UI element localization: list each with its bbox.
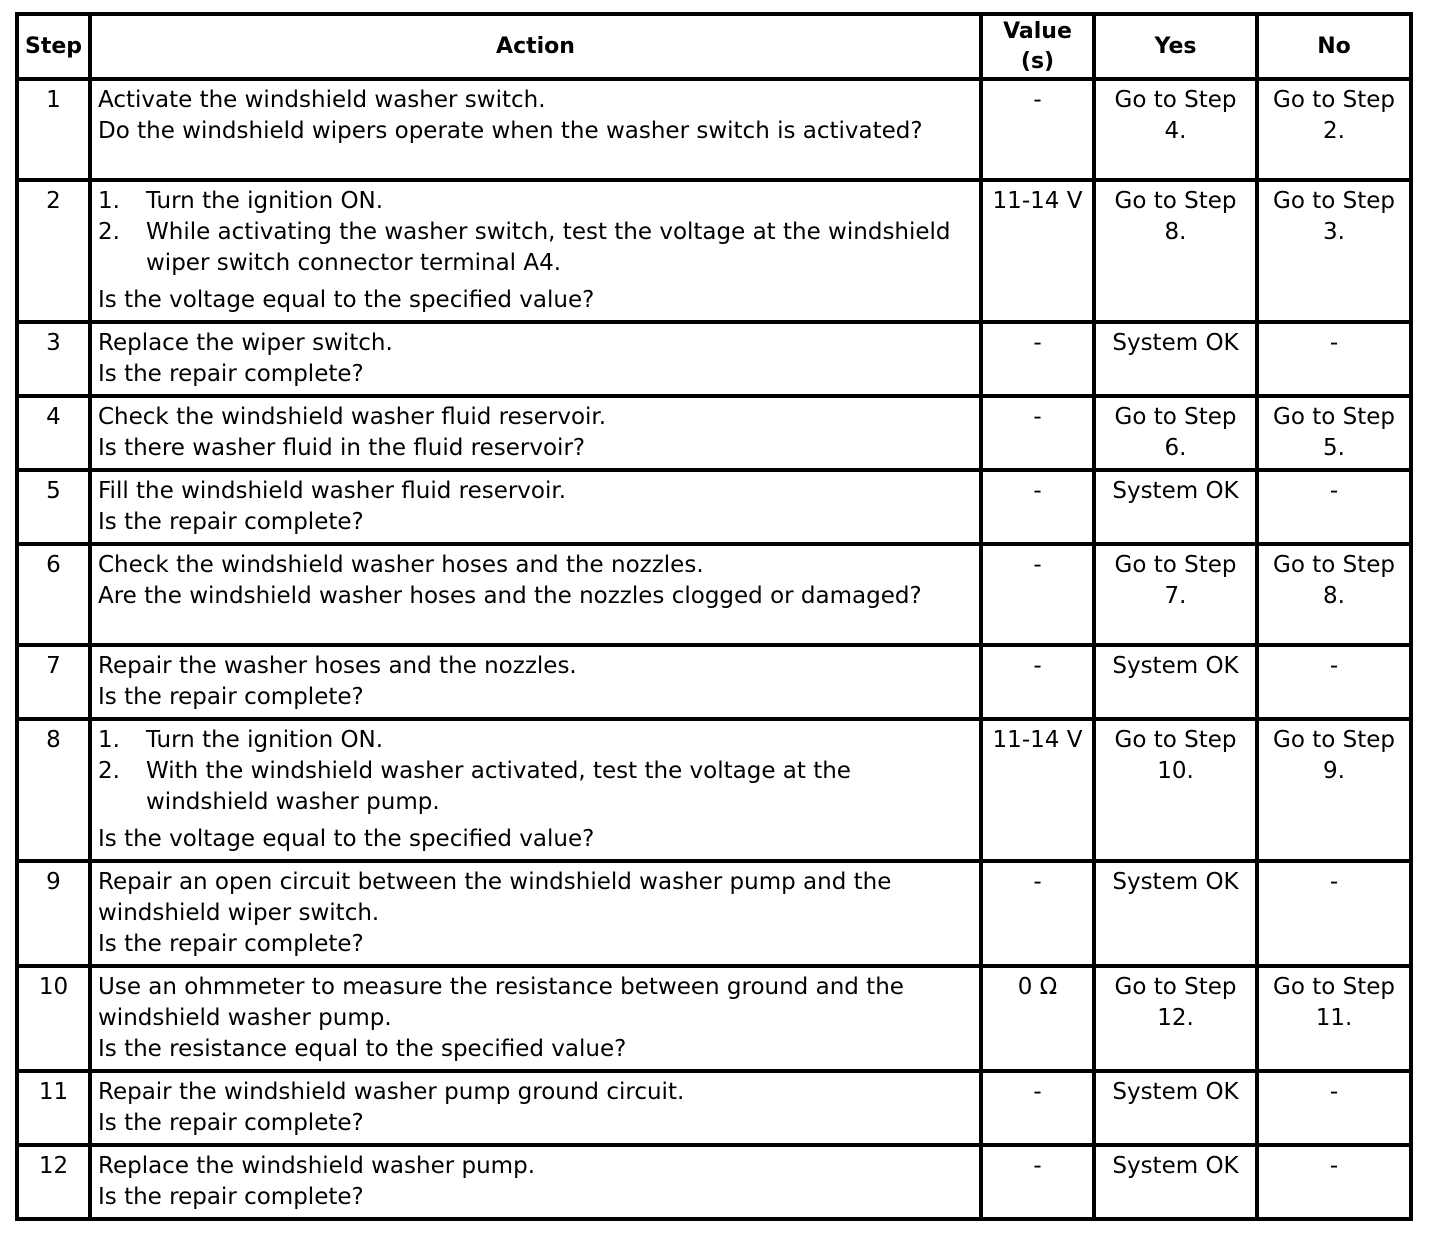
action-line: Is the repair complete? [98,684,364,710]
action-question: Is the voltage equal to the specified value? [98,287,595,313]
no-cell: Go to Step 3. [1257,180,1411,322]
step-number-cell: 5 [17,470,90,544]
step-number-cell: 8 [17,719,90,861]
header-value: Value (s) [981,14,1094,79]
action-question: Is the voltage equal to the specified value? [98,826,595,852]
no-cell: Go to Step 2. [1257,79,1411,180]
step-number-cell: 2 [17,180,90,322]
yes-cell: System OK [1094,322,1257,396]
yes-cell: System OK [1094,1145,1257,1219]
value-cell: - [981,1145,1094,1219]
action-cell [90,544,981,645]
action-line: Is the repair complete? [98,1110,364,1136]
action-cell [90,861,981,966]
table-row [17,645,1411,719]
no-cell: - [1257,861,1411,966]
table-row [17,79,1411,180]
header-step: Step [17,14,90,79]
action-cell [90,396,981,470]
table-row [17,966,1411,1071]
value-cell: 11-14 V [981,180,1094,322]
action-line: Is the repair complete? [98,361,364,387]
no-cell: - [1257,470,1411,544]
no-cell: Go to Step 9. [1257,719,1411,861]
action-cell [90,322,981,396]
table-row [17,396,1411,470]
header-row [17,14,1411,79]
header-yes: Yes [1094,14,1257,79]
step-number-cell: 11 [17,1071,90,1145]
table-row [17,1145,1411,1219]
action-line: Use an ohmmeter to measure the resistance between ground and the windshield washer pump. [98,974,912,1031]
value-cell: - [981,322,1094,396]
action-line: Replace the wiper switch. [98,330,393,356]
action-line: Is the repair complete? [98,931,364,957]
action-line: Is there washer fluid in the fluid reservoir? [98,435,586,461]
substep-text: Turn the ignition ON. [146,188,384,214]
no-cell: - [1257,645,1411,719]
diagnostic-table [15,12,1413,1221]
action-cell [90,180,981,322]
action-cell [90,645,981,719]
action-substep [98,186,973,217]
value-cell: - [981,1071,1094,1145]
table-row [17,470,1411,544]
yes-cell: Go to Step 12. [1094,966,1257,1071]
step-number-cell: 6 [17,544,90,645]
step-number-cell: 4 [17,396,90,470]
value-cell: - [981,470,1094,544]
yes-cell: System OK [1094,1071,1257,1145]
action-cell [90,966,981,1071]
action-cell [90,1145,981,1219]
yes-cell: Go to Step 8. [1094,180,1257,322]
diagnostic-table-wrapper [15,12,1409,1221]
action-cell [90,1071,981,1145]
action-line: Check the windshield washer fluid reservoir. [98,404,607,430]
no-cell: Go to Step 11. [1257,966,1411,1071]
action-cell [90,470,981,544]
step-number-cell: 7 [17,645,90,719]
action-cell [90,719,981,861]
table-row [17,322,1411,396]
action-line: Repair the washer hoses and the nozzles. [98,653,577,679]
no-cell: - [1257,322,1411,396]
table-row [17,719,1411,861]
header-action: Action [90,14,981,79]
step-number-cell: 3 [17,322,90,396]
no-cell: Go to Step 5. [1257,396,1411,470]
value-cell: - [981,544,1094,645]
action-cell [90,79,981,180]
action-line: Repair the windshield washer pump ground circuit. [98,1079,685,1105]
table-row [17,180,1411,322]
substep-number: 2. [98,758,120,784]
substep-text: With the windshield washer activated, test the voltage at the windshield washer pump. [146,758,851,815]
yes-cell: Go to Step 4. [1094,79,1257,180]
substep-number: 1. [98,188,120,214]
action-line: Check the windshield washer hoses and the nozzles. [98,552,704,578]
yes-cell: System OK [1094,645,1257,719]
yes-cell: Go to Step 10. [1094,719,1257,861]
action-line: Replace the windshield washer pump. [98,1153,535,1179]
no-cell: - [1257,1071,1411,1145]
action-line: Repair an open circuit between the windshield washer pump and the windshield wiper switch. [98,869,899,926]
table-body [17,79,1411,1219]
table-row [17,861,1411,966]
action-substep [98,725,973,756]
yes-cell: System OK [1094,470,1257,544]
action-substep [98,756,973,818]
action-substep [98,217,973,279]
value-cell: - [981,645,1094,719]
table-row [17,544,1411,645]
action-line: Is the repair complete? [98,1184,364,1210]
value-cell: 11-14 V [981,719,1094,861]
value-cell: - [981,396,1094,470]
no-cell: Go to Step 8. [1257,544,1411,645]
action-line: Activate the windshield washer switch. [98,87,546,113]
substep-number: 1. [98,727,120,753]
action-line: Do the windshield wipers operate when the washer switch is activated? [98,118,923,144]
action-line: Fill the windshield washer fluid reservoir. [98,478,567,504]
action-line: Are the windshield washer hoses and the nozzles clogged or damaged? [98,583,922,609]
table-row [17,1071,1411,1145]
step-number-cell: 9 [17,861,90,966]
action-line: Is the resistance equal to the specified value? [98,1036,627,1062]
substep-text: While activating the washer switch, test the voltage at the windshield wiper switch connector terminal A4. [146,219,951,276]
yes-cell: System OK [1094,861,1257,966]
value-cell: - [981,79,1094,180]
value-cell: 0 Ω [981,966,1094,1071]
substep-number: 2. [98,219,120,245]
header-no: No [1257,14,1411,79]
step-number-cell: 10 [17,966,90,1071]
no-cell: - [1257,1145,1411,1219]
value-cell: - [981,861,1094,966]
substep-text: Turn the ignition ON. [146,727,384,753]
yes-cell: Go to Step 6. [1094,396,1257,470]
step-number-cell: 12 [17,1145,90,1219]
yes-cell: Go to Step 7. [1094,544,1257,645]
action-line: Is the repair complete? [98,509,364,535]
step-number-cell: 1 [17,79,90,180]
